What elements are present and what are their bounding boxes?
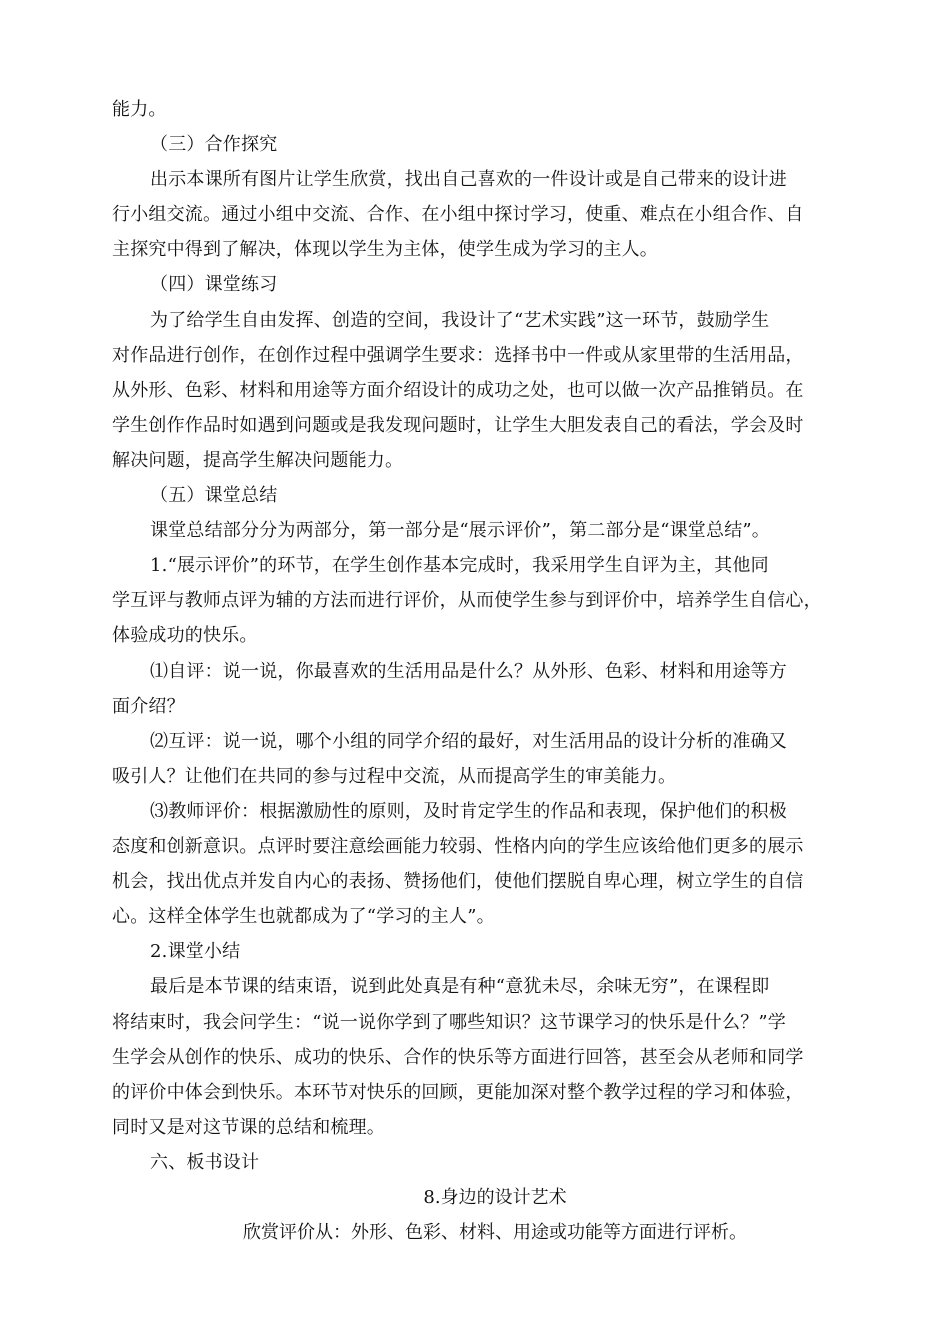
text-line: 体验成功的快乐。 xyxy=(112,625,258,646)
text-line: 将结束时，我会问学生：“说一说你学到了哪些知识？这节课学习的快乐是什么？”学 xyxy=(112,1012,787,1033)
section-heading: 2.课堂小结 xyxy=(150,941,241,962)
text-line: 对作品进行创作，在创作过程中强调学生要求：选择书中一件或从家里带的生活用品， xyxy=(112,345,804,366)
text-line: 态度和创新意识。点评时要注意绘画能力较弱、性格内向的学生应该给他们更多的展示 xyxy=(112,836,804,857)
text-line: 最后是本节课的结束语，说到此处真是有种“意犹未尽，余味无穷”，在课程即 xyxy=(150,976,770,997)
section-heading: （四）课堂练习 xyxy=(150,274,278,295)
text-line: 机会，找出优点并发自内心的表扬、赞扬他们，使他们摆脱自卑心理，树立学生的自信 xyxy=(112,871,804,892)
text-line: 的评价中体会到快乐。本环节对快乐的回顾，更能加深对整个教学过程的学习和体验， xyxy=(112,1082,804,1103)
text-line: 为了给学生自由发挥、创造的空间，我设计了“艺术实践”这一环节，鼓励学生 xyxy=(150,310,770,331)
text-line: 行小组交流。通过小组中交流、合作、在小组中探讨学习，使重、难点在小组合作、自 xyxy=(112,204,804,225)
text-line: 出示本课所有图片让学生欣赏，找出自己喜欢的一件设计或是自己带来的设计进 xyxy=(150,169,787,190)
text-line: 学互评与教师点评为辅的方法而进行评价，从而使学生参与到评价中，培养学生自信心， xyxy=(112,590,822,611)
text-line: 能力。 xyxy=(112,99,167,120)
text-line: 课堂总结部分分为两部分，第一部分是“展示评价”，第二部分是“课堂总结”。 xyxy=(150,520,771,541)
text-line: ⑶教师评价：根据激励性的原则，及时肯定学生的作品和表现，保护他们的积极 xyxy=(150,801,787,822)
text-line: ⑵互评：说一说，哪个小组的同学介绍的最好，对生活用品的设计分析的准确又 xyxy=(150,731,787,752)
text-line: 主探究中得到了解决，体现以学生为主体，使学生成为学习的主人。 xyxy=(112,239,658,260)
text-line: 面介绍？ xyxy=(112,696,185,717)
text-line: 同时又是对这节课的总结和梳理。 xyxy=(112,1117,385,1138)
section-heading: （三）合作探究 xyxy=(150,134,278,155)
text-line: 1.“展示评价”的环节，在学生创作基本完成时，我采用学生自评为主，其他同 xyxy=(150,555,769,576)
text-line: 学生创作作品时如遇到问题或是我发现问题时，让学生大胆发表自己的看法，学会及时 xyxy=(112,415,804,436)
text-line: 吸引人？让他们在共同的参与过程中交流，从而提高学生的审美能力。 xyxy=(112,766,677,787)
text-line: 心。这样全体学生也就都成为了“学习的主人”。 xyxy=(112,906,495,927)
text-line: 解决问题，提高学生解决问题能力。 xyxy=(112,450,404,471)
board-text: 欣赏评价从：外形、色彩、材料、用途或功能等方面进行评析。 xyxy=(243,1222,747,1243)
text-line: 生学会从创作的快乐、成功的快乐、合作的快乐等方面进行回答，甚至会从老师和同学 xyxy=(112,1047,804,1068)
section-heading: 六、板书设计 xyxy=(150,1152,260,1173)
board-title: 8.身边的设计艺术 xyxy=(423,1187,567,1208)
text-line: ⑴自评：说一说，你最喜欢的生活用品是什么？从外形、色彩、材料和用途等方 xyxy=(150,661,787,682)
text-line: 从外形、色彩、材料和用途等方面介绍设计的成功之处，也可以做一次产品推销员。在 xyxy=(112,380,804,401)
section-heading: （五）课堂总结 xyxy=(150,485,278,506)
